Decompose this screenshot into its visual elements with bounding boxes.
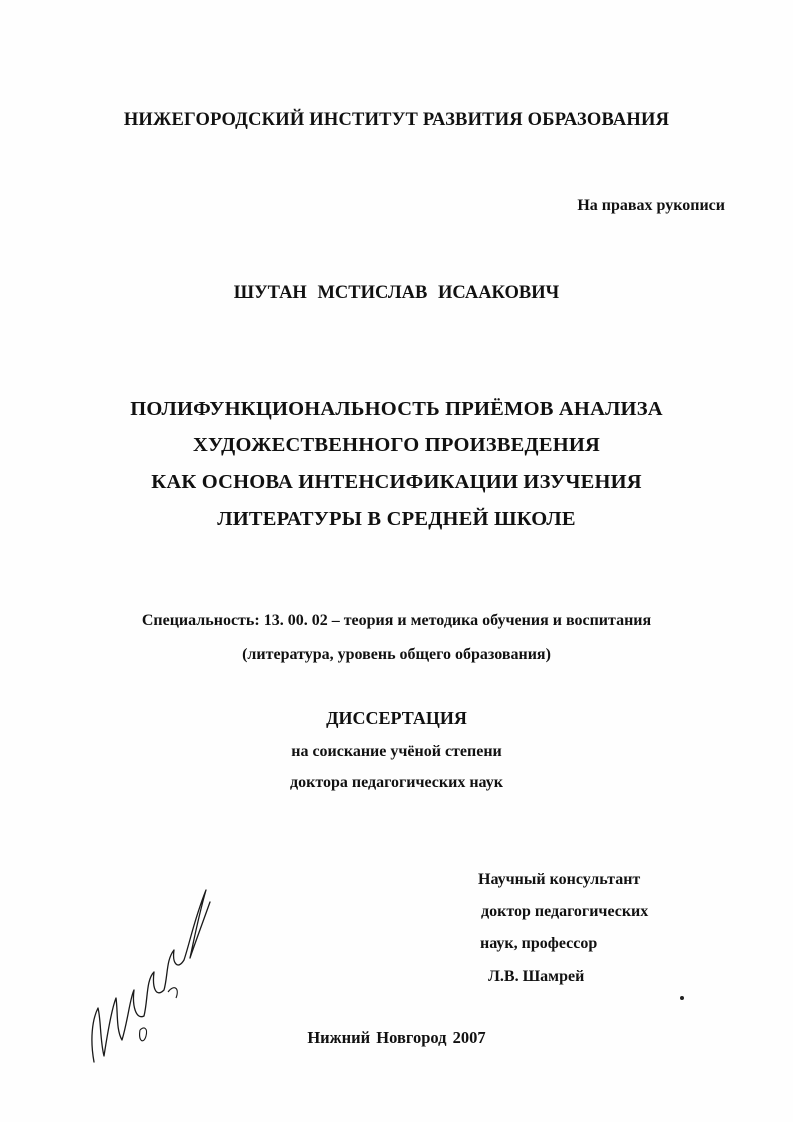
title-line-2: ХУДОЖЕСТВЕННОГО ПРОИЗВЕДЕНИЯ	[192, 434, 600, 456]
institute-name: НИЖЕГОРОДСКИЙ ИНСТИТУТ РАЗВИТИЯ ОБРАЗОВАНИЯ	[123, 110, 670, 130]
dissertation-degree-line-1: на соискание учёной степени	[291, 743, 502, 760]
dissertation-label: ДИССЕРТАЦИЯ	[326, 708, 467, 728]
title-line-3: КАК ОСНОВА ИНТЕНСИФИКАЦИИ ИЗУЧЕНИЯ	[151, 471, 642, 493]
title-line-4: ЛИТЕРАТУРЫ В СРЕДНЕЙ ШКОЛЕ	[217, 508, 576, 530]
consultant-name: Л.В. Шамрей	[488, 968, 585, 985]
title-line-1: ПОЛИФУНКЦИОНАЛЬНОСТЬ ПРИЁМОВ АНАЛИЗА	[130, 398, 663, 420]
author-name: ШУТАН МСТИСЛАВ ИСААКОВИЧ	[233, 283, 560, 303]
manuscript-note: На правах рукописи	[577, 197, 725, 214]
consultant-line-2: доктор педагогических	[481, 903, 649, 920]
consultant-line-3: наук, профессор	[480, 935, 598, 952]
specialty-line-1: Специальность: 13. 00. 02 – теория и методика обучения и воспитания	[141, 612, 652, 629]
city-year: Нижний Новгород 2007	[307, 1028, 486, 1047]
dissertation-degree-line-2: доктора педагогических наук	[290, 774, 503, 791]
ink-speck	[680, 996, 684, 1000]
consultant-line-1: Научный консультант	[478, 871, 641, 888]
specialty-line-2: (литература, уровень общего образования)	[242, 646, 551, 663]
